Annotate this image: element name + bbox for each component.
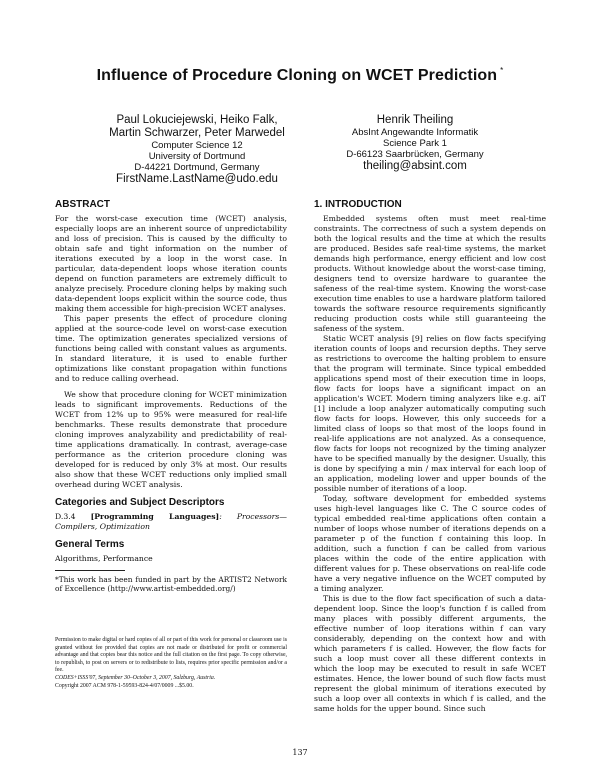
author-organization: AbsInt Angewandte Informatik — [351, 127, 479, 138]
categories-text — [55, 512, 287, 532]
author-names-line-2: Martin Schwarzer, Peter Marwedel — [109, 127, 285, 139]
footnote-rule — [55, 570, 125, 571]
author-city-absint: D-66123 Saarbrücken, Germany — [346, 149, 484, 160]
author-names-line-1: Paul Lokuciejewski, Heiko Falk, — [116, 114, 278, 126]
intro-paragraph-1: Embedded systems often must meet real-time constraints. The correctness of such a system depends on both the logical results and the time at which the results are produced. Besides safe real-time systems, the market demands high performance, energy efficient and low cost products. Without knowledge about the worst-case timing, designers tend to oversize hardware to guarantee the safeness of the real-time system. Knowing the worst-case execution time enables to use a hardware platform tailored towards the software resource requirements significantly reducing production costs while still guaranteeing the safeness of the system. — [314, 214, 546, 333]
author-name-theiling: Henrik Theiling — [376, 114, 454, 126]
author-email: FirstName.LastName@udo.edu — [116, 173, 278, 185]
intro-paragraph-2: Static WCET analysis [9] relies on flow facts specifying iteration counts of loops and recursion depths. They serve as restrictions to overcome the halting problem to ensure that the program will terminate. Since typical embedded applications spend most of their execution time in loops, flow facts for loops have a significant impact on an application's WCET. Modern timing analyzers like e.g. aiT [1] include a loop analyzer automatically computing such flow facts for loops. However, this only succeeds for a limited class of loops so that most of the loops found in real-life applications are not analyzed. As a consequence, flow facts for loops not recognized by the timing analyzer have to be specified manually by the designer. Usually, this is done by specifying a min / max interval for each loop of an application, modeling lower and upper bounds of the possible number of iterations of a loop. — [314, 334, 546, 493]
abstract-heading: ABSTRACT — [55, 199, 110, 210]
intro-paragraph-3: Today, software development for embedded systems uses high-level languages like C. The C source codes of typical embedded real-time applications often contain a number of loops whose number of iterations depends on a parameter p of the function f containing this loop. In addition, such a function f can be called from various places within the code of the entire application with different values for p. These observations on real-life code have a very negative influence on the WCET computed by a timing analyzer. — [314, 494, 546, 593]
abstract-paragraph-1: For the worst-case execution time (WCET) analysis, especially loops are an inherent source of unpredictability and loss of precision. This is caused by the difficulty to obtain safe and tight information on the number of iterations executed by a loop in the worst case. In particular, data-dependent loops whose iteration counts depend on function parameters are extremely difficult to analyze precisely. Procedure cloning helps by making such data-dependent loops explicit within the source code, thus making them accessible for high-precision WCET analyses. — [55, 214, 287, 313]
abstract-paragraph-2: This paper presents the effect of procedure cloning applied at the source-code level on worst-case execution time. The optimization generates specialized versions of functions being called with constant values as arguments. In standard literature, it is used to enable further optimizations like constant propagation within functions and to reduce calling overhead. — [55, 314, 287, 383]
author-block-dortmund — [82, 114, 312, 186]
permission-notice — [55, 637, 287, 690]
venue-line: CODES+ISSS'07, September 30–October 3, 2007, Salzburg, Austria. — [55, 674, 216, 681]
title-footnote-mark: * — [500, 66, 504, 75]
title-text: Influence of Procedure Cloning on WCET Prediction — [96, 67, 498, 84]
permission-text: Permission to make digital or hard copies of all or part of this work for personal or classroom use is granted without fee provided that copies are not made or distributed for profit or commercial advantage and that copies bear this notice and the full citation on the first page. To copy otherwise, to republish, to post on servers or to redistribute to lists, requires prior specific permission and/or a fee. — [55, 637, 287, 674]
categories-heading: Categories and Subject Descriptors — [55, 497, 225, 508]
page-number: 137 — [292, 748, 308, 757]
paper-title — [40, 66, 560, 85]
categories-rest: : Processors—Compilers, Optimization — [55, 512, 287, 531]
introduction-heading: 1. INTRODUCTION — [314, 199, 402, 210]
general-terms-heading: General Terms — [55, 539, 125, 550]
general-terms-text: Algorithms, Performance — [55, 554, 153, 563]
left-column — [55, 200, 287, 593]
funding-footnote: *This work has been funded in part by the ARTIST2 Network of Excellence (http://www.artist-embedded.org/) — [55, 575, 287, 593]
author-university: University of Dortmund — [148, 151, 246, 162]
abstract-paragraph-3: We show that procedure cloning for WCET minimization leads to significant improvements. Reductions of the WCET from 12% up to 95% were measured for real-life benchmarks. These results demonstrate that procedure cloning improves analyzability and predictability of real-time applications dramatically. In contrast, average-case performance as the criterion procedure cloning was developed for is reduced by only 3% at most. Our results also show that these WCET reductions only implied small overhead during WCET analysis. — [55, 390, 287, 489]
copyright-line: Copyright 2007 ACM 978-1-59593-824-4/07/0009 ...$5.00. — [55, 682, 194, 689]
author-city: D-44221 Dortmund, Germany — [134, 162, 260, 173]
author-department: Computer Science 12 — [151, 140, 243, 151]
categories-code: D.3.4 — [55, 512, 76, 521]
intro-paragraph-4: This is due to the flow fact specification of such a data-dependent loop. Since the loop's function f is called from many places with possibly different arguments, the effective number of loop iterations within f can vary considerably, depending on the context how and with which parameters f is called. However, the flow facts for such a loop must cover all these different contexts in which the loop may be executed to result in safe WCET estimates. Hence, the lower bound of such flow facts must represent the global minimum of iterations executed by such a loop over all contexts in which f is called, and the same holds for the upper bound. Since such — [314, 594, 546, 713]
author-street: Science Park 1 — [383, 138, 447, 149]
author-block-absint — [315, 114, 515, 173]
categories-bold: [Programming Languages] — [90, 512, 220, 521]
author-email-absint: theiling@absint.com — [363, 160, 467, 172]
right-column — [314, 200, 546, 714]
